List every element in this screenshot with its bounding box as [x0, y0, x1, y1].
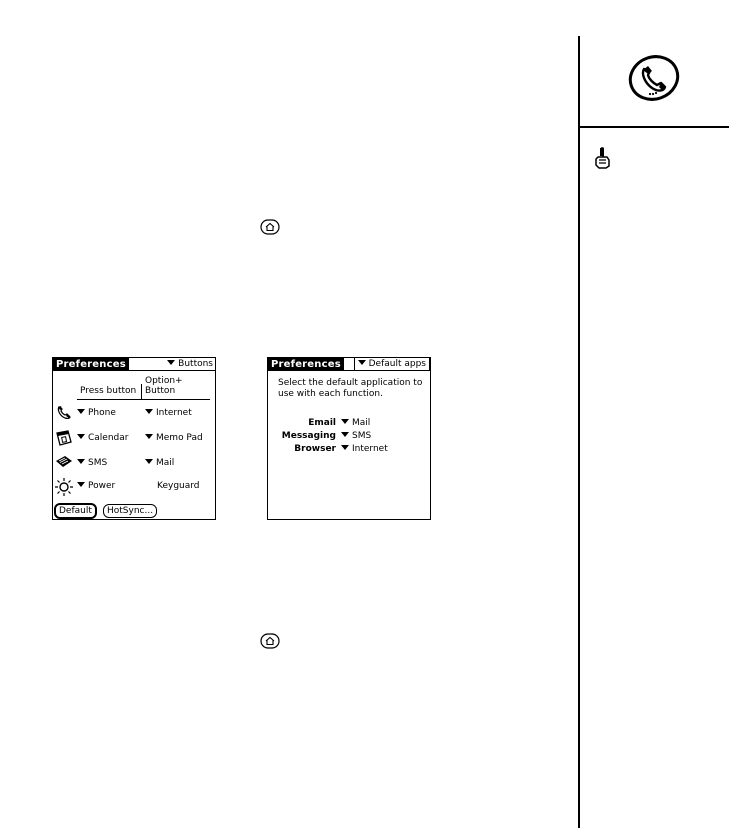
option-value: Memo Pad [156, 433, 203, 443]
home-button-icon [260, 633, 280, 649]
triangle-down-icon [77, 459, 85, 464]
press-picker-sms[interactable] [77, 459, 107, 469]
triangle-down-icon [145, 459, 153, 464]
calendar-icon [55, 429, 73, 447]
header-rule [77, 399, 210, 400]
option-value: Internet [156, 408, 192, 418]
press-picker-power[interactable] [77, 482, 115, 492]
category-label: Default apps [368, 359, 426, 369]
option-picker-internet[interactable] [145, 409, 192, 419]
hotsync-button[interactable]: HotSync... [103, 504, 157, 518]
home-button-icon [260, 219, 280, 235]
option-value: Mail [156, 458, 175, 468]
power-sun-icon [54, 477, 74, 497]
screen-title: Preferences [53, 358, 129, 371]
press-picker-calendar[interactable] [77, 434, 128, 444]
default-button[interactable]: Default [54, 503, 97, 519]
triangle-down-icon [145, 434, 153, 439]
triangle-down-icon [77, 482, 85, 487]
sidebar-divider [578, 36, 580, 828]
email-label: Email [308, 418, 336, 428]
messaging-picker[interactable] [341, 432, 371, 442]
category-label: Buttons [178, 359, 213, 369]
category-picker[interactable] [354, 358, 430, 371]
instruction-line2: use with each function. [278, 389, 383, 399]
press-value: Calendar [88, 433, 129, 443]
sms-icon [55, 455, 73, 469]
triangle-down-icon [167, 360, 175, 365]
press-picker-phone[interactable] [77, 409, 116, 419]
press-value: Phone [88, 408, 116, 418]
default-apps-preferences-screen [267, 357, 431, 520]
screen-title: Preferences [268, 358, 344, 371]
option-button-header-line2: Button [145, 386, 176, 396]
phone-chapter-icon [627, 52, 681, 104]
press-value: SMS [88, 458, 108, 468]
option-picker-mail[interactable] [145, 459, 174, 469]
email-picker[interactable] [341, 419, 370, 429]
triangle-down-icon [77, 434, 85, 439]
phone-handset-icon [56, 405, 72, 421]
title-rule [53, 370, 215, 371]
title-bar [268, 358, 430, 371]
option-button-header-line1: Option+ [145, 376, 183, 386]
sidebar-header-divider [578, 126, 729, 128]
option-keyguard: Keyguard [157, 481, 200, 491]
messaging-value: SMS [352, 431, 372, 441]
triangle-down-icon [358, 360, 366, 365]
triangle-down-icon [341, 419, 349, 424]
press-button-header: Press button [80, 386, 137, 396]
triangle-down-icon [145, 409, 153, 414]
category-picker[interactable] [167, 358, 213, 370]
title-bar [53, 358, 215, 371]
tip-hand-icon [594, 147, 612, 169]
press-value: Power [88, 481, 116, 491]
email-value: Mail [352, 418, 371, 428]
triangle-down-icon [341, 432, 349, 437]
browser-label: Browser [294, 444, 336, 454]
browser-picker[interactable] [341, 445, 388, 455]
option-picker-memo-pad[interactable] [145, 434, 203, 444]
triangle-down-icon [341, 445, 349, 450]
buttons-preferences-screen [52, 357, 216, 520]
browser-value: Internet [352, 444, 388, 454]
triangle-down-icon [77, 409, 85, 414]
column-divider [141, 384, 142, 400]
instruction-line1: Select the default application to [278, 378, 423, 388]
messaging-label: Messaging [281, 431, 336, 441]
